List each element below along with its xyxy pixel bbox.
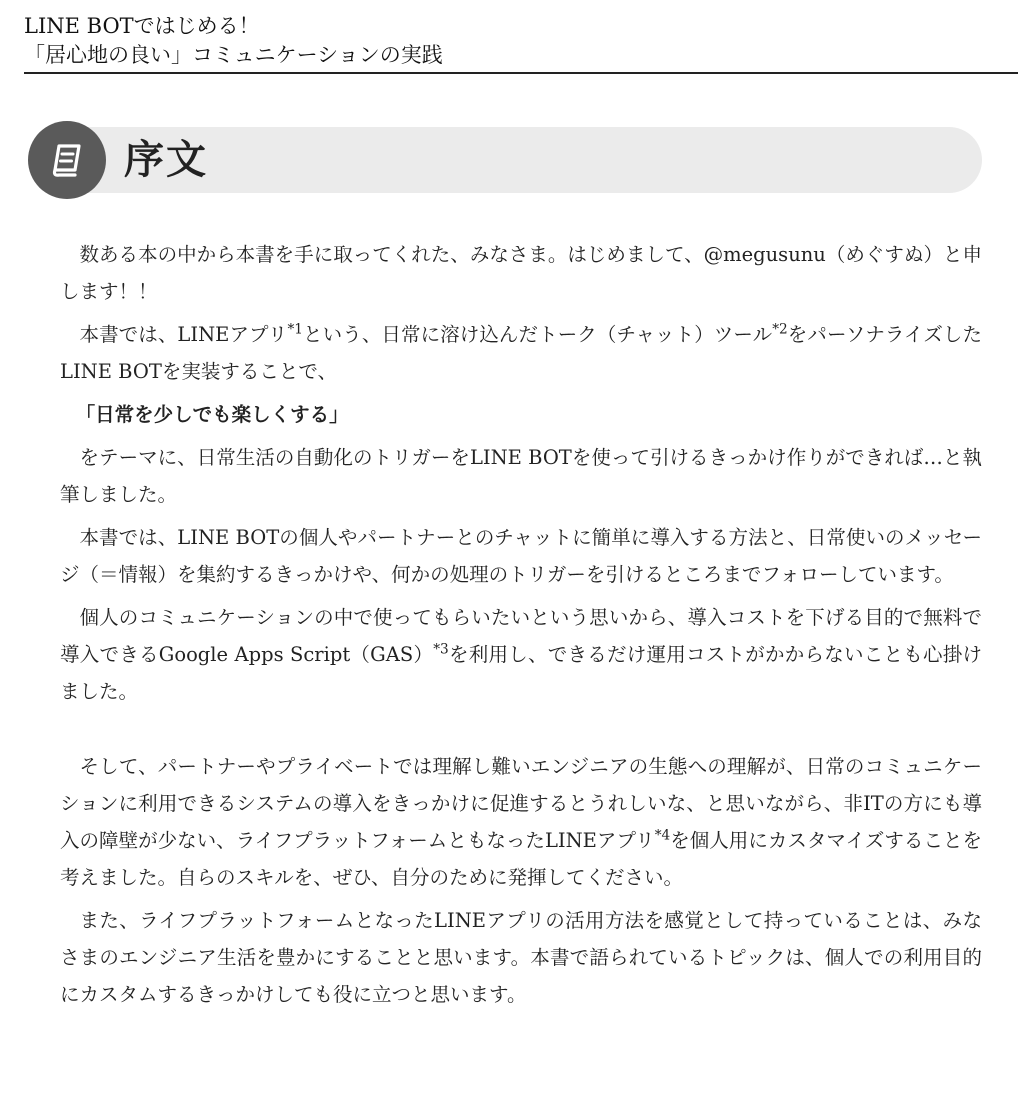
- running-header: [24, 12, 1018, 74]
- chapter-banner: [28, 121, 982, 199]
- paragraph-text: をパーソナライズしたLINE BOTを実装することで、: [60, 323, 983, 383]
- paragraph-intro: [60, 316, 982, 390]
- paragraph-closing: また、ライフプラットフォームとなったLINEアプリの活用方法を感覚として持っていることは、みなさまのエンジニア生活を豊かにすることと思います。本書で語られているトピックは、個人での利用目的にカスタムするきっかけしても役に立つと思います。: [60, 909, 982, 1006]
- paragraph-motivation: [60, 748, 982, 896]
- paragraph-text: 本書では、LINEアプリ: [79, 323, 288, 346]
- paragraph-gap: [60, 716, 982, 748]
- paragraph-theme-followup: をテーマに、日常生活の自動化のトリガーをLINE BOTを使って引けるきっかけ作りができれば…と執筆しました。: [60, 446, 982, 506]
- paragraph-text: という、日常に溶け込んだトーク（チャット）ツール: [302, 323, 773, 346]
- footnote-ref-2: *2: [772, 321, 788, 338]
- paragraph-text: 個人のコミュニケーションの中で使ってもらいたいという思いから、導入コストを下げる目的で無料で導入できるGoogle Apps Script（GAS）: [60, 606, 982, 666]
- paragraph-greeting: 数ある本の中から本書を手に取ってくれた、みなさま。はじめまして、@megusunu（めぐすぬ）と申します！！: [60, 243, 982, 303]
- footnote-ref-4: *4: [654, 827, 671, 844]
- book-title-line-1: LINE BOTではじめる！: [24, 14, 260, 38]
- paragraph-theme: 「日常を少しでも楽しくする」: [75, 403, 349, 426]
- paragraph-text: を利用し、できるだけ運用コストがかからないことも心掛けました。: [60, 643, 982, 703]
- chapter-title: 序文: [124, 137, 208, 183]
- book-icon: [47, 140, 87, 180]
- footnote-ref-1: *1: [287, 321, 303, 338]
- book-title-line-2: 「居心地の良い」コミュニケーションの実践: [24, 43, 443, 67]
- paragraph-text: を個人用にカスタマイズすることを考えました。自らのスキルを、ぜひ、自分のために発揮してください。: [60, 829, 982, 889]
- body-text: [60, 236, 982, 1019]
- footnote-ref-3: *3: [433, 641, 449, 658]
- paragraph-text: そして、パートナーやプライベートでは理解し難いエンジニアの生態への理解が、日常のコミュニケーションに利用できるシステムの導入をきっかけに促進するとうれしいな、と思いながら、非ITの方にも導入の障壁が少ない、ライフプラットフォームともなったLINEアプリ: [60, 755, 982, 852]
- paragraph-scope: 本書では、LINE BOTの個人やパートナーとのチャットに簡単に導入する方法と、日常使いのメッセージ（＝情報）を集約するきっかけや、何かの処理のトリガーを引けるところまでフォローしています。: [60, 526, 982, 586]
- chapter-badge: [28, 121, 106, 199]
- paragraph-cost: [60, 599, 982, 710]
